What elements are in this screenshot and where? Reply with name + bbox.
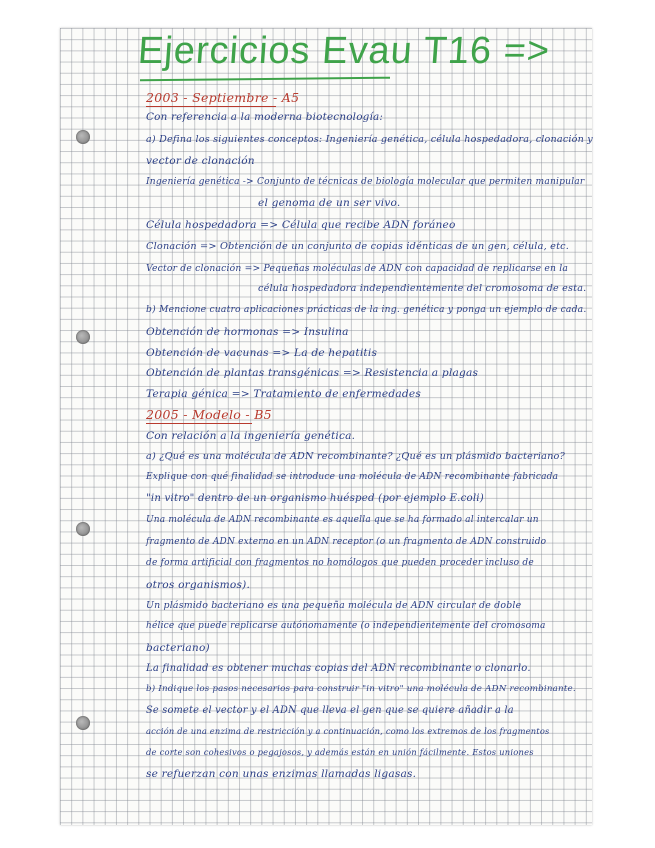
text-line: de forma artificial con fragmentos no homólogos que pueden proceder incluso de xyxy=(146,558,534,568)
page-title: Ejercicios Evau T16 => xyxy=(136,30,552,72)
text-line: otros organismos). xyxy=(146,579,251,591)
text-line: Clonación => Obtención de un conjunto de copias idénticas de un gen, célula, etc. xyxy=(146,241,570,252)
text-line: Vector de clonación => Pequeñas moléculas de ADN con capacidad de replicarse en la xyxy=(146,263,569,274)
heading-underline xyxy=(146,106,276,107)
text-line: Una molécula de ADN recombinante es aquella que se ha formado al intercalar un xyxy=(146,515,539,525)
text-line: Explique con qué finalidad se introduce una molécula de ADN recombinante fabricada xyxy=(146,472,559,482)
text-line: se refuerzan con unas enzimas llamadas ligasas. xyxy=(146,768,417,780)
binder-hole xyxy=(76,522,90,536)
binder-hole xyxy=(76,716,90,730)
text-line: Obtención de vacunas => La de hepatitis xyxy=(146,347,378,359)
text-line: Con referencia a la moderna biotecnología: xyxy=(146,111,384,123)
text-line: Un plásmido bacteriano es una pequeña molécula de ADN circular de doble xyxy=(146,600,522,611)
text-line: bacteriano) xyxy=(146,642,210,654)
text-line: b) Indique los pasos necesarios para construir "in vitro" una molécula de ADN recombinante. xyxy=(146,684,576,694)
text-line: Terapia génica => Tratamiento de enfermedades xyxy=(146,388,421,400)
text-line: hélice que puede replicarse autónomamente (o independientemente del cromosoma xyxy=(146,621,546,631)
text-line: célula hospedadora independientemente del cromosoma de esta. xyxy=(258,283,587,294)
text-line: Ingeniería genética -> Conjunto de técnicas de biología molecular que permiten manipular xyxy=(146,177,585,187)
binder-hole xyxy=(76,330,90,344)
text-line: Con relación a la ingeniería genética. xyxy=(146,430,356,442)
text-line: fragmento de ADN externo en un ADN receptor (o un fragmento de ADN construido xyxy=(146,537,547,547)
text-line: Célula hospedadora => Célula que recibe ADN foráneo xyxy=(146,219,456,231)
section-heading-2003: 2003 - Septiembre - A5 xyxy=(146,90,300,105)
text-line: La finalidad es obtener muchas copias del ADN recombinante o clonarlo. xyxy=(146,663,531,674)
text-line: Se somete el vector y el ADN que lleva el gen que se quiere añadir a la xyxy=(146,705,514,716)
text-line: el genoma de un ser vivo. xyxy=(258,197,401,209)
text-line: a) Defina los siguientes conceptos: Ingeniería genética, célula hospedadora, clonación y xyxy=(146,134,593,145)
section-heading-2005: 2005 - Modelo - B5 xyxy=(146,407,272,422)
heading-underline xyxy=(146,423,252,424)
binder-hole xyxy=(76,130,90,144)
text-line: b) Mencione cuatro aplicaciones prácticas de la ing. genética y ponga un ejemplo de cada. xyxy=(146,304,587,315)
text-line: a) ¿Qué es una molécula de ADN recombinante? ¿Qué es un plásmido bacteriano? xyxy=(146,451,565,462)
text-line: de corte son cohesivos o pegajosos, y además están en unión fácilmente. Estos uniones xyxy=(146,747,534,757)
text-line: acción de una enzima de restricción y a continuación, como los extremos de los fragmentos xyxy=(146,726,550,736)
text-line: "in vitro" dentro de un organismo huésped (por ejemplo E.coli) xyxy=(146,493,484,504)
text-line: Obtención de plantas transgénicas => Resistencia a plagas xyxy=(146,367,479,379)
text-line: vector de clonación xyxy=(146,155,255,167)
text-line: Obtención de hormonas => Insulina xyxy=(146,326,349,338)
